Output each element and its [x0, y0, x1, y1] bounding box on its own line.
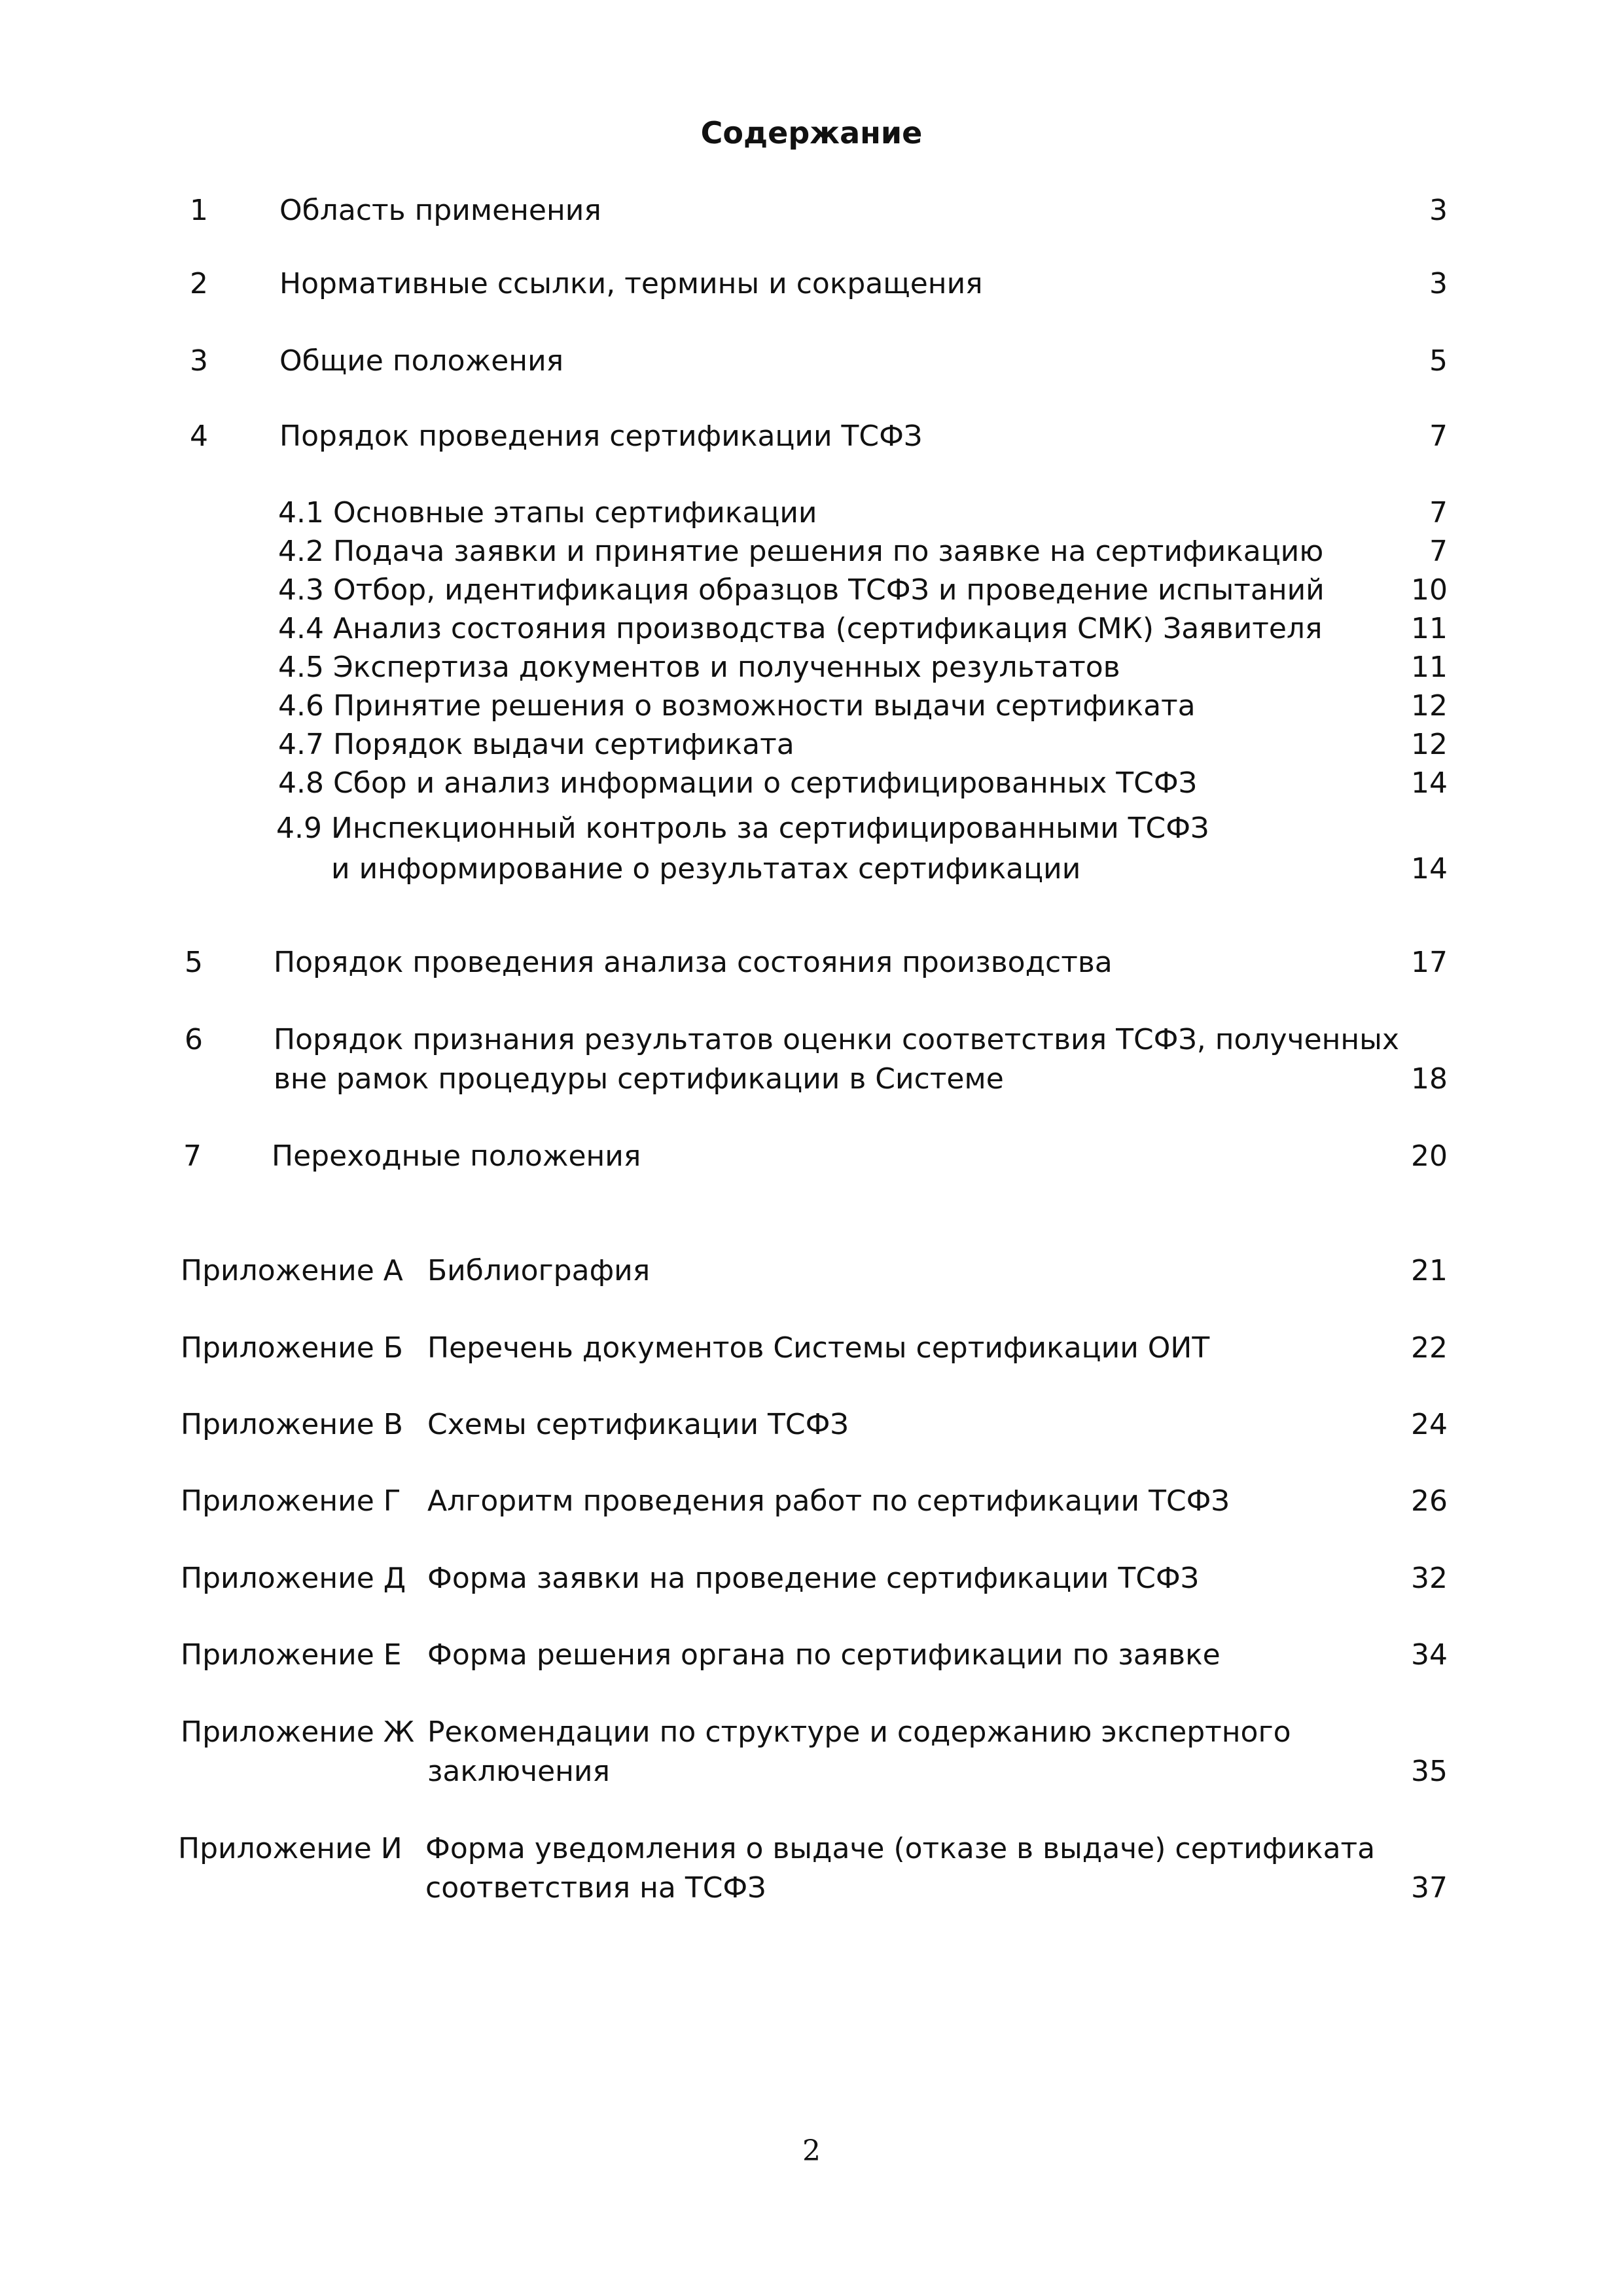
toc-entry-3[interactable] — [0, 344, 1623, 386]
toc-subentry-title: 4.7 Порядок выдачи сертификата — [278, 728, 794, 761]
toc-appendix-zh[interactable] — [0, 1715, 1623, 1797]
toc-subentry-page: 14 — [1411, 852, 1448, 886]
toc-entry-title: Общие положения — [279, 344, 564, 378]
toc-entry-title: Нормативные ссылки, термины и сокращения — [279, 267, 983, 300]
toc-entry-page: 20 — [1411, 1139, 1448, 1173]
appendix-title: Форма заявки на проведение сертификации ТСФЗ — [427, 1562, 1200, 1595]
appendix-page: 21 — [1411, 1254, 1448, 1287]
toc-subentry-title: 4.3 Отбор, идентификация образцов ТСФЗ и проведение испытаний — [278, 573, 1325, 607]
toc-subentry-4-4[interactable] — [0, 612, 1623, 654]
appendix-title-line2: соответствия на ТСФЗ — [425, 1871, 766, 1905]
toc-subentry-page: 12 — [1411, 689, 1448, 723]
toc-appendix-d[interactable] — [0, 1564, 1623, 1604]
toc-appendix-g[interactable] — [0, 1484, 1623, 1526]
appendix-page: 22 — [1411, 1331, 1448, 1365]
toc-subentry-title-line2: и информирование о результатах сертификации — [331, 852, 1081, 886]
toc-appendix-b[interactable] — [0, 1331, 1623, 1373]
toc-appendix-e[interactable] — [0, 1638, 1623, 1680]
appendix-label: Приложение Г — [181, 1484, 401, 1518]
toc-entry-6[interactable] — [0, 1023, 1623, 1104]
toc-subentry-title: 4.6 Принятие решения о возможности выдачи сертификата — [278, 689, 1196, 723]
appendix-title: Алгоритм проведения работ по сертификации ТСФЗ — [427, 1484, 1230, 1518]
toc-entry-7[interactable] — [0, 1139, 1623, 1181]
appendix-label: Приложение В — [181, 1408, 403, 1441]
appendix-page: 26 — [1411, 1484, 1448, 1518]
toc-appendix-i[interactable] — [0, 1832, 1623, 1913]
appendix-page: 24 — [1411, 1408, 1448, 1441]
toc-subentry-4-1[interactable] — [0, 496, 1623, 538]
toc-entry-title: Порядок проведения сертификации ТСФЗ — [279, 420, 923, 453]
toc-entry-number: 6 — [185, 1023, 203, 1056]
toc-entry-page: 17 — [1411, 946, 1448, 979]
toc-subentry-page: 11 — [1411, 612, 1448, 645]
toc-entry-5[interactable] — [0, 948, 1623, 988]
toc-entry-page: 3 — [1429, 267, 1448, 300]
appendix-title-line2: заключения — [427, 1755, 610, 1788]
appendix-title-line1: Рекомендации по структуре и содержанию экспертного — [427, 1715, 1291, 1749]
toc-subentry-page: 10 — [1411, 573, 1448, 607]
appendix-title: Форма решения органа по сертификации по заявке — [427, 1638, 1221, 1672]
toc-entry-2[interactable] — [0, 267, 1623, 309]
toc-subentry-4-8[interactable] — [0, 766, 1623, 808]
toc-entry-number: 2 — [190, 267, 208, 300]
appendix-title: Схемы сертификации ТСФЗ — [427, 1408, 849, 1441]
toc-subentry-page: 11 — [1411, 651, 1448, 684]
appendix-page: 32 — [1411, 1562, 1448, 1595]
toc-entry-number: 5 — [185, 946, 203, 979]
toc-entry-1[interactable] — [0, 196, 1623, 236]
toc-subentry-title: 4.8 Сбор и анализ информации о сертифицированных ТСФЗ — [278, 766, 1197, 800]
appendix-page: 37 — [1411, 1871, 1448, 1905]
toc-subentry-4-5[interactable] — [0, 653, 1623, 692]
toc-entry-number: 7 — [183, 1139, 202, 1173]
toc-subentry-title: 4.2 Подача заявки и принятие решения по заявке на сертификацию — [278, 535, 1324, 568]
toc-subentry-4-2[interactable] — [0, 537, 1623, 577]
appendix-page: 35 — [1411, 1755, 1448, 1788]
toc-entry-page: 3 — [1429, 194, 1448, 227]
appendix-label: Приложение И — [178, 1832, 402, 1865]
toc-entry-title-line1: Порядок признания результатов оценки соответствия ТСФЗ, полученных — [274, 1023, 1399, 1056]
toc-entry-page: 7 — [1429, 420, 1448, 453]
appendix-label: Приложение Ж — [181, 1715, 415, 1749]
toc-entry-page: 5 — [1429, 344, 1448, 378]
toc-subentry-title: 4.5 Экспертиза документов и полученных результатов — [278, 651, 1120, 684]
toc-entry-number: 1 — [190, 194, 208, 227]
appendix-label: Приложение Е — [181, 1638, 402, 1672]
page-number-footer: 2 — [802, 2134, 821, 2168]
toc-subentry-page: 7 — [1429, 535, 1448, 568]
toc-subentry-page: 14 — [1411, 766, 1448, 800]
toc-entry-title: Порядок проведения анализа состояния производства — [274, 946, 1113, 979]
appendix-title-line1: Форма уведомления о выдаче (отказе в выдаче) сертификата — [425, 1832, 1376, 1865]
appendix-page: 34 — [1411, 1638, 1448, 1672]
toc-subentry-4-6[interactable] — [0, 689, 1623, 731]
toc-entry-title-line2: вне рамок процедуры сертификации в Системе — [274, 1062, 1004, 1096]
toc-entry-4[interactable] — [0, 422, 1623, 461]
toc-subentry-4-9[interactable] — [0, 814, 1623, 893]
toc-subentry-title: 4.4 Анализ состояния производства (сертификация СМК) Заявителя — [278, 612, 1323, 645]
appendix-title: Библиография — [427, 1254, 651, 1287]
toc-entry-number: 4 — [190, 420, 208, 453]
appendix-label: Приложение Д — [181, 1562, 406, 1595]
toc-entry-title: Область применения — [279, 194, 601, 227]
appendix-title: Перечень документов Системы сертификации ОИТ — [427, 1331, 1210, 1365]
toc-appendix-v[interactable] — [0, 1410, 1623, 1450]
page-title: Содержание — [700, 115, 923, 151]
toc-appendix-a[interactable] — [0, 1254, 1623, 1296]
toc-subentry-4-3[interactable] — [0, 573, 1623, 615]
toc-subentry-4-7[interactable] — [0, 730, 1623, 770]
toc-entry-number: 3 — [190, 344, 208, 378]
toc-subentry-page: 12 — [1411, 728, 1448, 761]
appendix-label: Приложение Б — [181, 1331, 403, 1365]
appendix-label: Приложение А — [181, 1254, 403, 1287]
toc-entry-title: Переходные положения — [272, 1139, 641, 1173]
toc-subentry-page: 7 — [1429, 496, 1448, 529]
toc-subentry-title: 4.1 Основные этапы сертификации — [278, 496, 817, 529]
toc-entry-page: 18 — [1411, 1062, 1448, 1096]
toc-subentry-title-line1: 4.9 Инспекционный контроль за сертифицированными ТСФЗ — [276, 812, 1209, 845]
